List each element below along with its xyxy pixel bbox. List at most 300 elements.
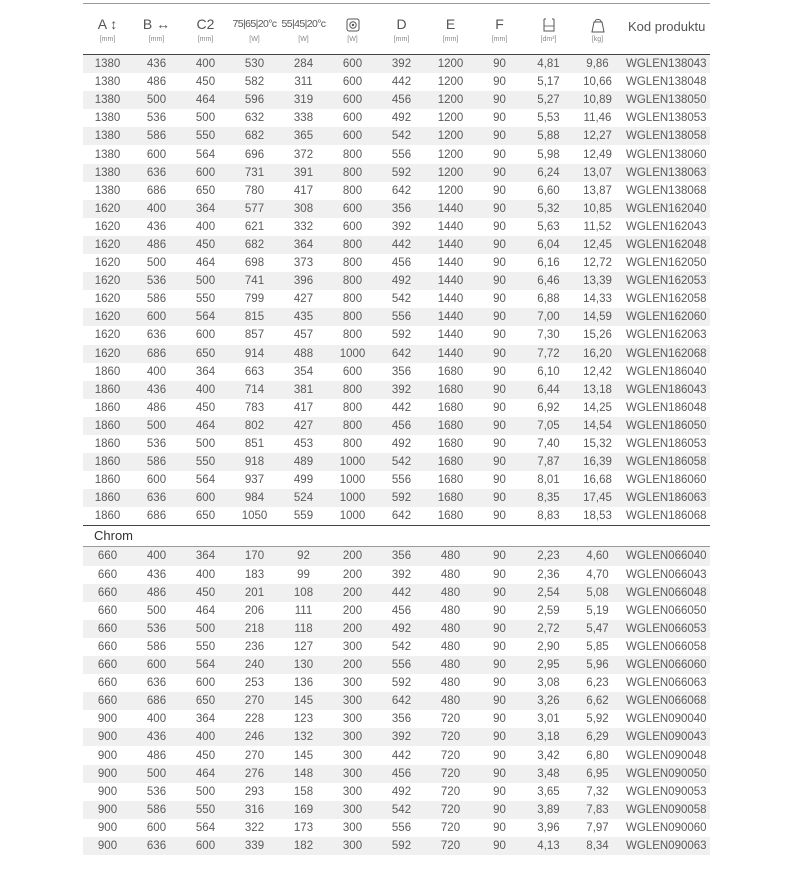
table-cell: 332 (293, 220, 314, 233)
product-code-cell: WGLEN138048 (626, 76, 707, 89)
table-row (83, 164, 710, 182)
table-cell: 542 (377, 801, 426, 819)
table-cell: 1440 (426, 345, 475, 363)
table-cell: 391 (279, 164, 328, 182)
table-cell: 90 (475, 547, 524, 565)
table-cell: 450 (195, 749, 216, 762)
table-cell: 600 (132, 308, 181, 326)
product-code-cell: WGLEN186058 (622, 453, 710, 471)
table-cell: 276 (230, 765, 279, 783)
table-cell: 13,39 (573, 272, 622, 290)
table-cell: 486 (146, 401, 167, 414)
table-row (83, 326, 710, 344)
table-cell: 284 (279, 55, 328, 74)
table-row (83, 453, 710, 471)
header-unit: [W] (249, 36, 260, 43)
table-cell: 642 (377, 345, 426, 363)
table-row (83, 254, 710, 272)
table-cell: 500 (181, 620, 230, 638)
table-cell: 90 (475, 801, 524, 819)
table-cell: 1380 (94, 76, 121, 89)
table-cell: 90 (493, 329, 506, 342)
table-cell: 4,70 (586, 568, 609, 581)
table-cell: 636 (146, 677, 167, 690)
table-cell: 90 (493, 365, 506, 378)
table-cell: 642 (377, 692, 426, 710)
table-cell: 1680 (426, 381, 475, 399)
table-row (83, 620, 710, 638)
table-cell: 600 (181, 164, 230, 182)
product-code-cell: WGLEN162040 (622, 200, 710, 218)
table-cell: 236 (244, 640, 265, 653)
table-row (83, 710, 710, 728)
table-cell: 731 (230, 164, 279, 182)
table-cell: 5,08 (573, 584, 622, 602)
table-row (83, 566, 710, 584)
table-cell: 900 (83, 728, 132, 746)
table-cell: 492 (391, 785, 412, 798)
table-cell: 1620 (94, 220, 121, 233)
table-cell: 300 (328, 692, 377, 710)
table-cell: 442 (391, 749, 412, 762)
table-cell: 18,53 (583, 510, 612, 523)
product-code-cell: WGLEN186043 (622, 381, 710, 399)
table-cell: 453 (293, 438, 314, 451)
table-cell: 564 (181, 656, 230, 674)
chrom-rows (83, 547, 710, 855)
table-cell: 556 (377, 308, 426, 326)
table-cell: 2,95 (524, 656, 573, 674)
table-cell: 90 (475, 837, 524, 855)
table-cell: 542 (391, 293, 412, 306)
product-code-cell: WGLEN066058 (626, 640, 707, 653)
table-cell: 400 (146, 713, 167, 726)
table-cell: 2,72 (524, 620, 573, 638)
table-cell: 1000 (339, 474, 366, 487)
table-cell: 253 (244, 677, 265, 690)
table-cell: 4,60 (573, 547, 622, 565)
table-cell: 300 (328, 801, 377, 819)
product-code-cell: WGLEN090050 (622, 765, 710, 783)
table-cell: 800 (328, 308, 377, 326)
product-code-cell: WGLEN066040 (622, 547, 710, 565)
table-cell: 16,68 (583, 474, 612, 487)
table-row (83, 182, 710, 200)
header-heating-element (328, 4, 377, 55)
product-code-cell: WGLEN186063 (622, 489, 710, 507)
table-cell: 720 (426, 765, 475, 783)
table-cell: 550 (181, 127, 230, 145)
table-cell: 118 (279, 620, 328, 638)
table-cell: 480 (426, 656, 475, 674)
table-cell: 486 (146, 749, 167, 762)
table-row (83, 489, 710, 507)
table-cell: 6,92 (537, 401, 560, 414)
table-cell: 1200 (437, 184, 464, 197)
header-label: 55|45|20°c (281, 18, 326, 30)
table-cell: 90 (475, 91, 524, 109)
table-cell: 364 (181, 200, 230, 218)
table-cell: 6,46 (524, 272, 573, 290)
table-cell: 600 (195, 329, 216, 342)
table-cell: 6,29 (573, 728, 622, 746)
product-code-cell: WGLEN162053 (622, 272, 710, 290)
table-cell: 600 (342, 220, 363, 233)
table-cell: 169 (279, 801, 328, 819)
table-cell: 90 (493, 401, 506, 414)
table-cell: 7,32 (586, 785, 609, 798)
product-code-cell: WGLEN066063 (626, 677, 707, 690)
table-cell: 108 (279, 584, 328, 602)
table-cell: 12,27 (573, 127, 622, 145)
table-cell: 400 (181, 381, 230, 399)
water-volume-icon (542, 17, 556, 33)
table-cell: 90 (493, 474, 506, 487)
table-cell: 1440 (437, 329, 464, 342)
table-cell: 1440 (426, 272, 475, 290)
table-cell: 356 (377, 200, 426, 218)
table-cell: 1380 (94, 148, 121, 161)
table-cell: 1000 (339, 510, 366, 523)
table-cell: 492 (377, 272, 426, 290)
product-code-cell: WGLEN090043 (622, 728, 710, 746)
table-cell: 392 (391, 568, 412, 581)
table-row (83, 218, 710, 236)
table-cell: 4,13 (524, 837, 573, 855)
table-cell: 900 (83, 801, 132, 819)
table-cell: 5,47 (573, 620, 622, 638)
table-cell: 592 (391, 329, 412, 342)
table-cell: 392 (377, 55, 426, 74)
table-cell: 145 (293, 749, 314, 762)
table-cell: 900 (83, 765, 132, 783)
table-cell: 13,87 (583, 184, 612, 197)
table-cell: 1620 (94, 257, 121, 270)
table-cell: 556 (391, 148, 412, 161)
table-cell: 6,95 (573, 765, 622, 783)
table-cell: 660 (83, 584, 132, 602)
table-cell: 480 (440, 568, 461, 581)
header-unit: [mm] (197, 36, 214, 43)
product-code-cell: WGLEN090048 (626, 749, 707, 762)
table-cell: 1440 (437, 257, 464, 270)
header-c2-spacing (181, 4, 230, 55)
table-cell: 536 (132, 272, 181, 290)
table-cell: 436 (146, 568, 167, 581)
header-label: B ↔ (142, 16, 171, 32)
product-code-cell: WGLEN066050 (626, 604, 707, 617)
table-cell: 16,20 (573, 345, 622, 363)
table-row (83, 638, 710, 656)
table-cell: 636 (132, 489, 181, 507)
header-unit: [mm] (442, 36, 459, 43)
table-cell: 90 (493, 293, 506, 306)
table-cell: 442 (377, 584, 426, 602)
table-cell: 130 (279, 656, 328, 674)
table-cell: 524 (279, 489, 328, 507)
table-cell: 660 (83, 547, 132, 565)
table-cell: 436 (132, 728, 181, 746)
table-cell: 200 (328, 656, 377, 674)
table-cell: 339 (230, 837, 279, 855)
table-cell: 550 (181, 801, 230, 819)
table-cell: 90 (475, 345, 524, 363)
table-cell: 741 (230, 272, 279, 290)
table-cell: 322 (244, 821, 265, 834)
table-cell: 200 (328, 547, 377, 565)
table-cell: 686 (146, 510, 167, 523)
product-code-cell: WGLEN066060 (622, 656, 710, 674)
table-cell: 5,63 (537, 220, 560, 233)
table-cell: 650 (195, 510, 216, 523)
table-cell: 300 (328, 728, 377, 746)
table-cell: 660 (83, 692, 132, 710)
header-label: 75|65|20°c (232, 18, 277, 30)
table-cell: 392 (377, 728, 426, 746)
table-cell: 660 (97, 604, 118, 617)
product-code-cell: WGLEN162060 (622, 308, 710, 326)
table-cell: 16,39 (573, 453, 622, 471)
table-cell: 365 (279, 127, 328, 145)
table-row (83, 91, 710, 109)
table-cell: 200 (328, 620, 377, 638)
table-cell: 800 (328, 236, 377, 254)
table-cell: 450 (195, 401, 216, 414)
table-cell: 10,89 (573, 91, 622, 109)
table-cell: 5,19 (586, 604, 609, 617)
table-cell: 1860 (94, 365, 121, 378)
table-cell: 1680 (426, 453, 475, 471)
table-cell: 1200 (437, 76, 464, 89)
table-cell: 5,92 (586, 713, 609, 726)
table-cell: 450 (181, 236, 230, 254)
table-cell: 90 (475, 692, 524, 710)
table-cell: 270 (230, 692, 279, 710)
table-row (83, 584, 710, 602)
table-cell: 486 (132, 584, 181, 602)
table-cell: 636 (132, 164, 181, 182)
table-cell: 90 (475, 236, 524, 254)
table-cell: 696 (244, 148, 265, 161)
header-unit: [mm] (393, 36, 410, 43)
table-cell: 11,52 (583, 220, 612, 233)
table-cell: 600 (146, 148, 167, 161)
table-cell: 2,59 (537, 604, 560, 617)
table-cell: 1380 (83, 164, 132, 182)
table-cell: 592 (377, 489, 426, 507)
table-cell: 435 (279, 308, 328, 326)
table-cell: 300 (328, 837, 377, 855)
table-cell: 488 (279, 345, 328, 363)
table-cell: 714 (230, 381, 279, 399)
table-cell: 356 (391, 365, 412, 378)
table-cell: 92 (279, 547, 328, 565)
product-code-cell: WGLEN186068 (626, 510, 707, 523)
table-cell: 600 (146, 821, 167, 834)
table-cell: 800 (328, 381, 377, 399)
table-cell: 381 (279, 381, 328, 399)
table-cell: 400 (195, 220, 216, 233)
product-code-cell: WGLEN186040 (626, 365, 707, 378)
product-code-cell: WGLEN186048 (626, 401, 707, 414)
table-cell: 354 (293, 365, 314, 378)
table-cell: 7,83 (573, 801, 622, 819)
table-cell: 1000 (328, 345, 377, 363)
table-cell: 556 (377, 656, 426, 674)
table-cell: 564 (195, 474, 216, 487)
table-cell: 3,08 (537, 677, 560, 690)
table-cell: 396 (279, 272, 328, 290)
table-cell: 12,49 (583, 148, 612, 161)
table-cell: 10,85 (573, 200, 622, 218)
table-cell: 6,80 (586, 749, 609, 762)
header-a-height (83, 4, 132, 55)
table-cell: 800 (328, 164, 377, 182)
table-cell: 500 (132, 765, 181, 783)
table-cell: 5,96 (573, 656, 622, 674)
table-cell: 1680 (437, 510, 464, 523)
table-row (83, 109, 710, 127)
table-cell: 182 (279, 837, 328, 855)
table-cell: 90 (493, 76, 506, 89)
table-cell: 586 (146, 640, 167, 653)
table-cell: 132 (279, 728, 328, 746)
table-cell: 316 (230, 801, 279, 819)
table-cell: 1200 (426, 127, 475, 145)
table-cell: 6,44 (524, 381, 573, 399)
table-cell: 480 (426, 584, 475, 602)
table-cell: 500 (132, 417, 181, 435)
table-cell: 14,54 (573, 417, 622, 435)
table-cell: 436 (146, 220, 167, 233)
header-water-volume (524, 4, 573, 55)
table-row (83, 435, 710, 453)
table-cell: 682 (230, 236, 279, 254)
table-cell: 5,85 (586, 640, 609, 653)
table-cell: 600 (342, 365, 363, 378)
table-cell: 1860 (94, 401, 121, 414)
table-cell: 542 (391, 640, 412, 653)
product-code-cell: WGLEN162048 (622, 236, 710, 254)
table-cell: 456 (377, 91, 426, 109)
table-cell: 5,53 (537, 112, 560, 125)
table-cell: 500 (132, 91, 181, 109)
table-cell: 400 (181, 55, 230, 74)
table-cell: 1440 (437, 220, 464, 233)
table-cell: 800 (328, 272, 377, 290)
table-cell: 200 (328, 584, 377, 602)
header-f (475, 4, 524, 55)
table-cell: 720 (426, 801, 475, 819)
table-cell: 2,23 (524, 547, 573, 565)
header-label: A ↕ (97, 16, 118, 32)
table-cell: 1680 (426, 417, 475, 435)
table-cell: 800 (342, 257, 363, 270)
table-cell: 600 (181, 489, 230, 507)
table-row (83, 55, 710, 74)
table-cell: 3,89 (524, 801, 573, 819)
table-cell: 311 (294, 76, 313, 89)
header-b-width (132, 4, 181, 55)
table-cell: 600 (195, 677, 216, 690)
product-code-cell: WGLEN090053 (626, 785, 707, 798)
header-power-75 (230, 4, 279, 55)
table-cell: 3,65 (537, 785, 560, 798)
table-cell: 800 (342, 401, 363, 414)
header-unit: [kg] (591, 36, 604, 43)
table-cell: 492 (391, 112, 412, 125)
product-code-cell: WGLEN162068 (622, 345, 710, 363)
table-cell: 7,05 (524, 417, 573, 435)
product-code-cell: WGLEN090058 (622, 801, 710, 819)
product-code-cell: WGLEN066048 (622, 584, 710, 602)
table-cell: 8,35 (524, 489, 573, 507)
table-cell: 1680 (437, 474, 464, 487)
table-cell: 90 (475, 656, 524, 674)
table-cell: 14,59 (573, 308, 622, 326)
table-cell: 500 (146, 604, 167, 617)
table-cell: 1860 (94, 510, 121, 523)
table-cell: 800 (342, 329, 363, 342)
table-cell: 600 (328, 91, 377, 109)
table-cell: 356 (377, 547, 426, 565)
table-cell: 464 (181, 91, 230, 109)
table-cell: 815 (230, 308, 279, 326)
header-unit: [mm] (491, 36, 508, 43)
table-cell: 7,87 (524, 453, 573, 471)
table-cell: 4,81 (524, 55, 573, 74)
table-cell: 1050 (241, 510, 268, 523)
table-cell: 15,32 (583, 438, 612, 451)
table-cell: 500 (195, 112, 216, 125)
table-cell: 600 (342, 112, 363, 125)
header-power-55 (279, 4, 328, 55)
table-cell: 6,62 (573, 692, 622, 710)
table-cell: 6,60 (537, 184, 560, 197)
header-label: D (396, 16, 407, 32)
table-cell: 427 (279, 417, 328, 435)
table-cell: 851 (244, 438, 265, 451)
table-cell: 800 (342, 438, 363, 451)
table-cell: 900 (97, 713, 118, 726)
table-cell: 464 (181, 417, 230, 435)
table-cell: 90 (493, 568, 506, 581)
table-row (83, 308, 710, 326)
product-code-cell: WGLEN138060 (626, 148, 707, 161)
table-cell: 8,83 (537, 510, 560, 523)
table-cell: 90 (475, 272, 524, 290)
table-row (83, 73, 710, 91)
table-cell: 799 (244, 293, 265, 306)
table-row (83, 819, 710, 837)
product-code-cell: WGLEN162063 (626, 329, 707, 342)
table-cell: 90 (493, 257, 506, 270)
table-cell: 400 (195, 568, 216, 581)
table-cell: 480 (440, 677, 461, 690)
table-row (83, 801, 710, 819)
table-cell: 536 (146, 438, 167, 451)
heating-element-icon (346, 18, 360, 32)
table-cell: 90 (475, 584, 524, 602)
table-cell: 780 (244, 184, 265, 197)
table-cell: 592 (377, 837, 426, 855)
table-cell: 682 (230, 127, 279, 145)
table-cell: 5,27 (524, 91, 573, 109)
table-cell: 596 (230, 91, 279, 109)
table-cell: 218 (230, 620, 279, 638)
table-cell: 1200 (437, 148, 464, 161)
table-cell: 1680 (426, 489, 475, 507)
